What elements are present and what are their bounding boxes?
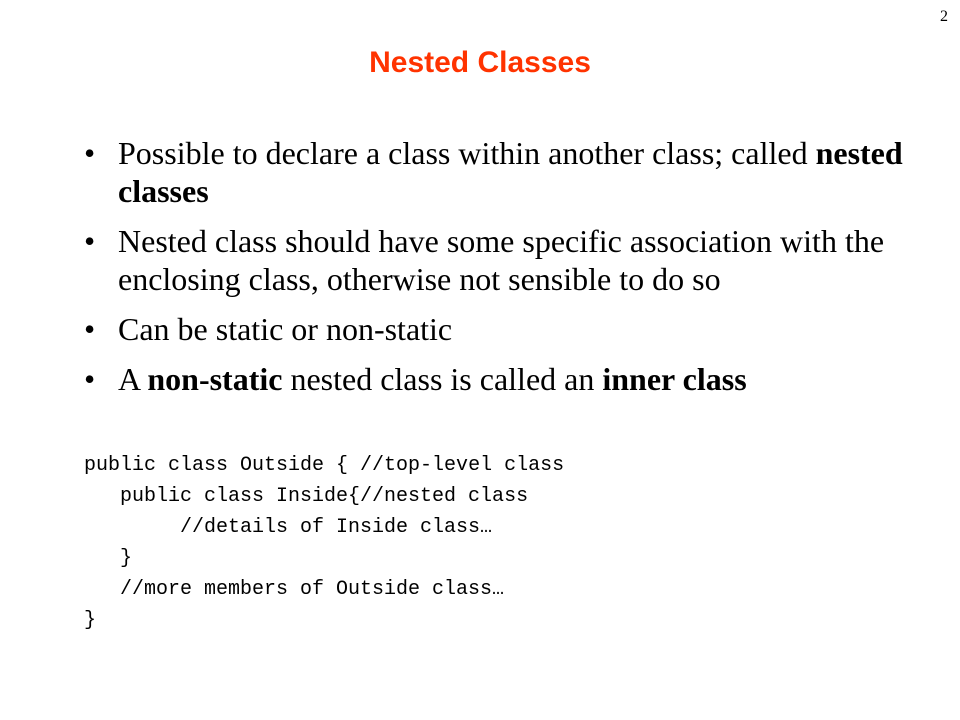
bullet-bold-term: nested classes bbox=[118, 135, 903, 209]
bullet-text: Can be static or non-static bbox=[118, 311, 453, 347]
bullet-item-3 bbox=[84, 310, 904, 348]
bullet-text: A bbox=[118, 361, 148, 397]
code-line: } bbox=[84, 609, 97, 632]
code-line: } bbox=[120, 547, 133, 570]
bullet-text: Nested class should have some specific association with the enclosing class, otherwise not sensible to do so bbox=[118, 223, 885, 297]
page-number: 2 bbox=[940, 8, 948, 25]
code-line: //more members of Outside class… bbox=[120, 578, 505, 601]
code-block bbox=[84, 450, 904, 636]
bullet-dot-icon: • bbox=[84, 311, 96, 347]
slide-title: Nested Classes bbox=[369, 46, 591, 79]
code-line: //details of Inside class… bbox=[180, 516, 493, 539]
bullet-list bbox=[84, 134, 904, 410]
code-line: public class Outside { //top-level class bbox=[84, 454, 565, 477]
bullet-dot-icon: • bbox=[84, 223, 96, 259]
bullet-item-4 bbox=[84, 360, 904, 398]
bullet-item-2 bbox=[84, 222, 904, 298]
bullet-dot-icon: • bbox=[84, 135, 96, 171]
bullet-text: nested class is called an bbox=[282, 361, 603, 397]
bullet-bold-term: non-static bbox=[147, 361, 283, 397]
code-line: public class Inside{//nested class bbox=[120, 485, 529, 508]
bullet-text: Possible to declare a class within another class; called bbox=[118, 135, 816, 171]
bullet-item-1 bbox=[84, 134, 904, 210]
bullet-bold-term: inner class bbox=[602, 361, 747, 397]
bullet-dot-icon: • bbox=[84, 361, 96, 397]
